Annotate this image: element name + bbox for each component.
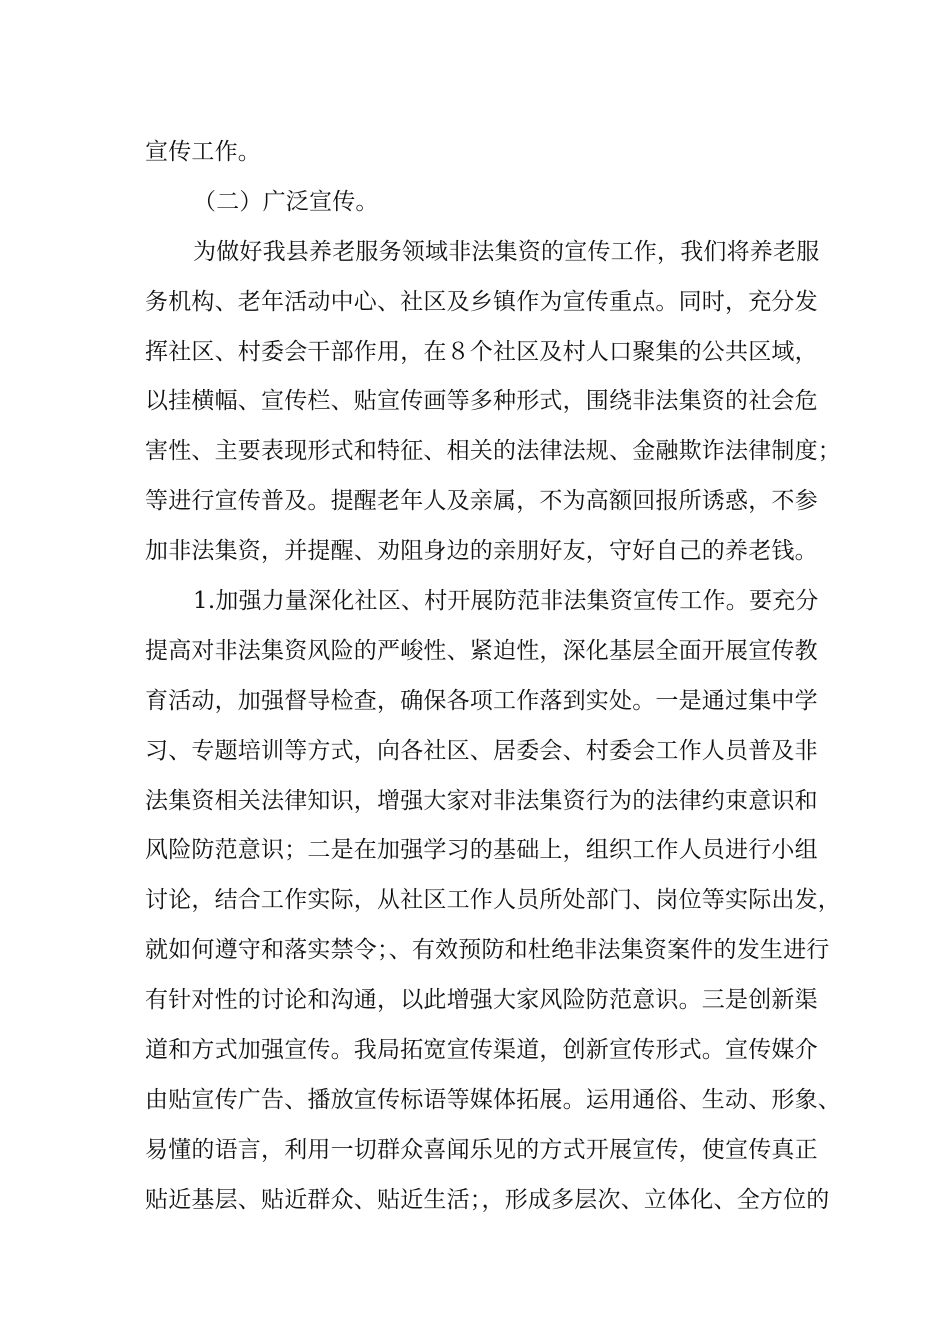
text-line: 由贴宣传广告、播放宣传标语等媒体拓展。运用通俗、生动、形象、 <box>145 1087 841 1113</box>
text-line: 提高对非法集资风险的严峻性、紧迫性，深化基层全面开展宣传教 <box>145 638 818 664</box>
text-line: 习、专题培训等方式，向各社区、居委会、村委会工作人员普及非 <box>145 738 818 764</box>
text-line: 法集资相关法律知识，增强大家对非法集资行为的法律约束意识和 <box>145 788 818 814</box>
text-line: 宣传工作。 <box>145 139 261 165</box>
text-line: 以挂横幅、宣传栏、贴宣传画等多种形式，围绕非法集资的社会危 <box>145 388 818 414</box>
text-line: 育活动，加强督导检查，确保各项工作落到实处。一是通过集中学 <box>145 688 818 714</box>
text-line: 讨论，结合工作实际，从社区工作人员所处部门、岗位等实际出发， <box>145 887 841 913</box>
text-line: 就如何遵守和落实禁令；、有效预防和杜绝非法集资案件的发生进行 <box>145 937 830 963</box>
text-line: 挥社区、村委会干部作用，在８个社区及村人口聚集的公共区域， <box>145 339 818 365</box>
text-line: 易懂的语言，利用一切群众喜闻乐见的方式开展宣传，使宣传真正 <box>145 1137 818 1163</box>
text-line: 风险防范意识；二是在加强学习的基础上，组织工作人员进行小组 <box>145 837 818 863</box>
text-line: 务机构、老年活动中心、社区及乡镇作为宣传重点。同时，充分发 <box>145 289 818 315</box>
section-heading: （二）广泛宣传。 <box>193 189 379 215</box>
text-line: 加非法集资，并提醒、劝阻身边的亲朋好友，守好自己的养老钱。 <box>145 538 818 564</box>
text-line: 贴近基层、贴近群众、贴近生活；，形成多层次、立体化、全方位的 <box>145 1187 830 1213</box>
text-line: 1.加强力量深化社区、村开展防范非法集资宣传工作。要充分 <box>193 588 819 614</box>
text-line: 为做好我县养老服务领域非法集资的宣传工作，我们将养老服 <box>193 239 820 265</box>
text-line: 道和方式加强宣传。我局拓宽宣传渠道，创新宣传形式。宣传媒介 <box>145 1037 818 1063</box>
text-line: 等进行宣传普及。提醒老年人及亲属，不为高额回报所诱惑，不参 <box>145 488 818 514</box>
text-line: 害性、主要表现形式和特征、相关的法律法规、金融欺诈法律制度； <box>145 438 841 464</box>
text-line: 有针对性的讨论和沟通，以此增强大家风险防范意识。三是创新渠 <box>145 987 818 1013</box>
